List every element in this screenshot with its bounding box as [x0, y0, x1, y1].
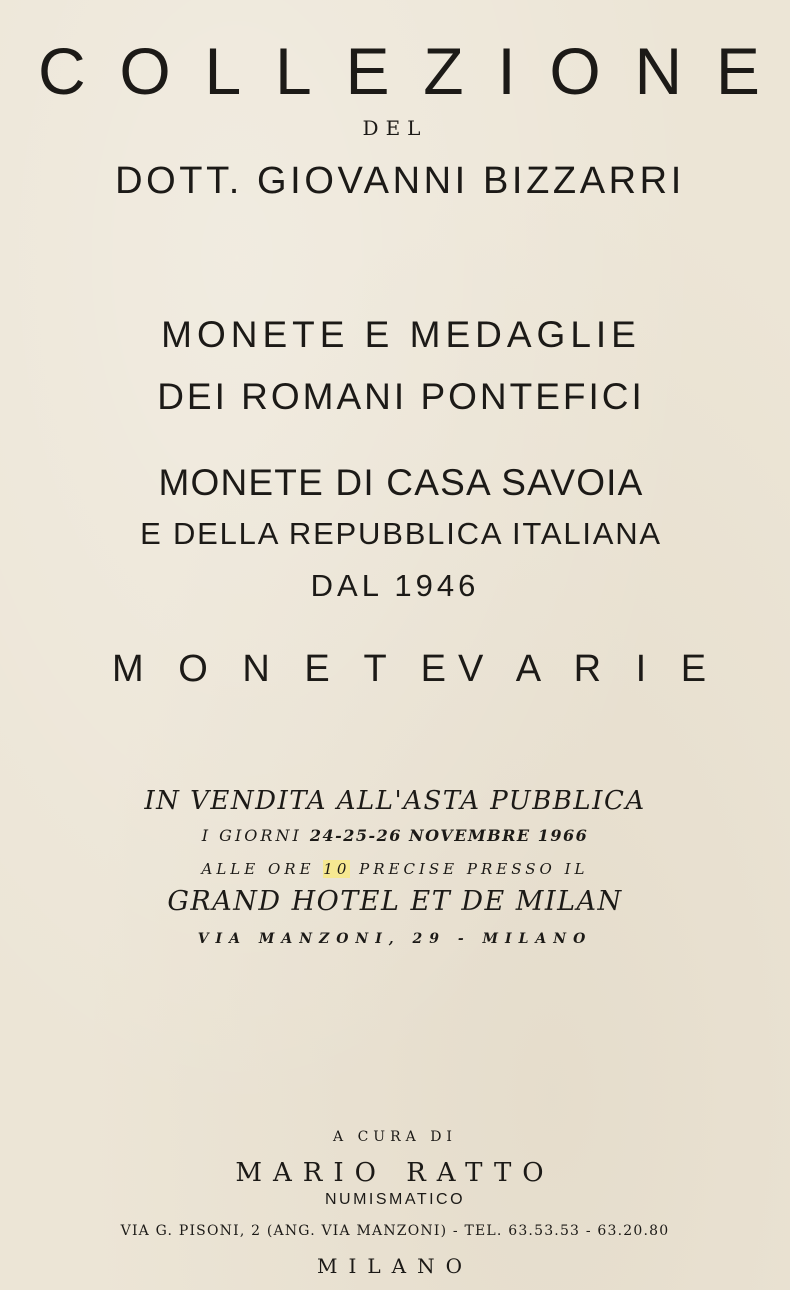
section-savoia-line3: DAL 1946 [310, 568, 480, 603]
title-letter: I [497, 34, 516, 108]
time-hour: 10 [323, 860, 351, 878]
dates-value: 24-25-26 NOVEMBRE 1966 [309, 826, 589, 845]
varie-word-varie: V A R I E [457, 648, 719, 690]
dates-prefix: I GIORNI [201, 826, 302, 845]
auction-heading: IN VENDITA ALL'ASTA PUBBLICA [144, 786, 646, 816]
section-pontefici-line2: DEI ROMANI PONTEFICI [157, 376, 645, 417]
title-letter: O [549, 34, 601, 108]
section-varie [112, 648, 719, 690]
title-letter: Z [423, 34, 464, 108]
section-pontefici-line1: MONETE E MEDAGLIE [161, 314, 641, 355]
title-letter: L [274, 34, 312, 108]
time-prefix: ALLE ORE [201, 860, 315, 878]
curator-city: MILANO [317, 1254, 473, 1278]
curator-address: VIA G. PISONI, 2 (ANG. VIA MANZONI) - TEL. 63.53.53 - 63.20.80 [120, 1223, 670, 1239]
auction-time [0, 862, 790, 877]
varie-word-monete: M O N E T E [112, 648, 458, 690]
venue-address: VIA MANZONI, 29 - MILANO [197, 931, 593, 947]
title-letter: E [345, 34, 390, 108]
title-letter: L [204, 34, 242, 108]
auction-dates [0, 828, 790, 844]
section-savoia-line1: MONETE DI CASA SAVOIA [158, 462, 644, 503]
curator-profession: NUMISMATICO [324, 1191, 466, 1208]
title-letter: E [715, 34, 760, 108]
del-text: DEL [362, 116, 428, 140]
title-letter: N [634, 34, 683, 108]
time-suffix: PRECISE PRESSO IL [359, 860, 589, 878]
collector-name: DOTT. GIOVANNI BIZZARRI [115, 160, 685, 202]
auction-venue: GRAND HOTEL ET DE MILAN [167, 886, 623, 917]
section-savoia-line2: E DELLA REPUBBLICA ITALIANA [140, 516, 662, 551]
curated-by: A CURA DI [333, 1129, 457, 1145]
title-letter: O [119, 34, 171, 108]
collection-title [38, 34, 760, 108]
curator-name: MARIO RATTO [235, 1158, 555, 1188]
title-letter: C [38, 34, 86, 108]
